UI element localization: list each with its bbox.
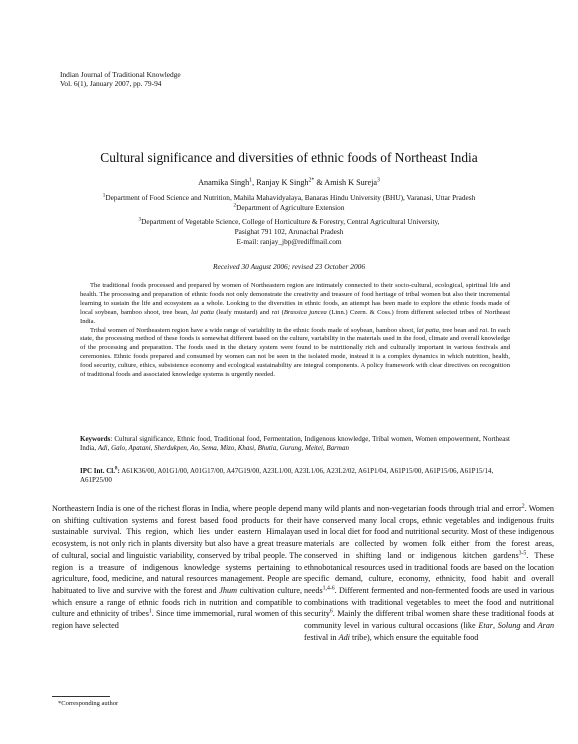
italic-term: Adi — [338, 632, 350, 642]
body-text: . Women have conserved many local crops, ethnic vegetables and indigenous fruits used in local diet for food and nutritional security. Most of these indigenous materials are collected by women folk either from the forest areas, conserved in shifting land or indigenous kitchen gardens — [304, 504, 554, 560]
body-text: Northeastern India is one of the richest floras in India, where people depend on shifting cultivation systems and forest based food products for their sustainable survival. This region, which lies under eastern Himalayan ecosystem, is not only rich in plants diversity but also have a great treasure of cultural, social and linguistic variability, conserved by tribal people. The region is a treasure of indigenous knowledge systems pertaining to agriculture, food, medicine, and natural resources management. People are habituated to live and survive with the forest and — [52, 504, 302, 595]
italic-term: rai — [271, 308, 280, 316]
affiliation-3-line1: Department of Vegetable Science, College of Horticulture & Forestry, Central Agricultural University, — [141, 217, 440, 226]
citation-sup: 3-5 — [518, 550, 527, 557]
affiliation-3-line2: Pasighat 791 102, Arunachal Pradesh — [234, 227, 344, 236]
body-text: , — [492, 621, 495, 631]
abstract-text: (leafy mustard) and — [216, 308, 270, 316]
author-2: Ranjay K Singh — [256, 178, 309, 187]
ipc-label-text: IPC Int. Cl. — [80, 467, 116, 475]
journal-header — [60, 70, 181, 88]
abstract — [80, 282, 510, 380]
italic-term: Brassica juncea — [283, 308, 327, 316]
italic-term: lai patta — [191, 308, 214, 316]
received-dates: Received 30 August 2006; revised 23 October 2006 — [212, 262, 366, 271]
body-text: . Mainly the different tribal women share these traditional foods at community level in various cultural occasions (like — [304, 609, 554, 631]
ipc-label — [80, 467, 120, 475]
abstract-text: (Linn.) Czern. & Coss.) from different selected tribes of Northeast India. — [80, 308, 511, 325]
body-text: and — [523, 621, 535, 631]
abstract-text: ( — [281, 308, 284, 316]
keywords-label: Keywords — [80, 435, 111, 443]
author-3: & Amish K Sureja — [316, 178, 378, 187]
italic-term: Solung — [497, 621, 521, 631]
abstract-text: , tree bean and — [438, 326, 478, 334]
affiliations — [0, 193, 578, 247]
journal-name: Indian Journal of Traditional Knowledge — [60, 70, 181, 79]
journal-volume: Vol. 6(1), January 2007, pp. 79-94 — [60, 79, 162, 88]
affiliation-3-num: 3 — [138, 216, 142, 223]
citation-sup: 1,4-6 — [322, 585, 335, 592]
ipc-codes: A61K36/00, A01G1/00, A01G17/00, A47G19/00, A23L1/00, A23L1/06, A23L2/02, A61P1/04, A61P15/00, A61P15/06, A61P15/14, A61P25/00 — [80, 467, 494, 484]
body-column-right — [304, 503, 554, 643]
citation-sup: 2 — [521, 503, 525, 510]
body-text: cultivation culture, which ensure a range of ethnic foods rich in nutrition and compatible to culture and ethnicity of tribes — [52, 585, 303, 619]
author-3-sup: 3 — [377, 177, 380, 184]
body-text: . These ethnobotanical resources used in traditional foods are based on the location specific demand, culture, economy, ethnicity, food habit and overall needs — [304, 550, 554, 595]
affiliation-2-text: Department of Agriculture Extension — [236, 203, 345, 212]
citation-sup: 6 — [329, 608, 333, 615]
italic-term: rai — [479, 326, 488, 334]
author-1-sup: 1 — [249, 177, 253, 184]
ipc-colon: : — [117, 467, 120, 475]
ipc-classification — [80, 467, 510, 485]
footnote-divider — [52, 696, 110, 697]
author-line: Anamika Singh$^1$, Ranjay K Singh$^{2*}$ & Amish K Sureja$^3$ — [198, 177, 380, 187]
italic-term: Jhum — [219, 585, 237, 595]
italic-term: Etar — [478, 621, 493, 631]
keywords-tribes: Adi, Galo, Apatani, Sherdukpen, Ao, Sema, Mizo, Khasi, Bhutia, Gurung, Meitei, Barman — [97, 444, 349, 452]
author-2-sup: 2* — [308, 177, 315, 184]
abstract-text: Tribal women of Northeastern region have a wide range of variability in the ethnic foods made of soybean, bamboo shoot, — [90, 326, 415, 334]
footnote: *Corresponding author — [58, 700, 119, 707]
affiliation-2 — [0, 203, 578, 213]
affiliation-2-num: 2 — [233, 202, 237, 209]
body-text: . Different fermented and non-fermented foods are used in various combinations with traditional vegetables to meet the food and nutritional security — [304, 585, 554, 619]
affiliation-3 — [0, 217, 578, 227]
email-line[interactable]: E-mail: ranjay_jbp@rediffmail.com — [236, 237, 342, 246]
body-text: tribe), which ensure the equitable food — [351, 632, 479, 642]
body-text: many wild plants and non-vegetarian foods through trial and error — [304, 504, 522, 513]
ipc-label-sup: 8 — [115, 466, 118, 472]
body-text: . Since time immemorial, rural women of this region have selected — [52, 609, 303, 631]
abstract-paragraph-2 — [80, 327, 510, 380]
affiliation-1-text: Department of Food Science and Nutrition, Mahila Mahavidyalaya, Banaras Hindu University (BHU), Varanasi, Uttar Pradesh — [105, 193, 476, 202]
body-text: festival in — [304, 632, 337, 642]
article-title: Cultural significance and diversities of ethnic foods of Northeast India — [100, 150, 478, 165]
abstract-text: The traditional foods processed and prepared by women of Northeastern region are intimately connected to their socio-cultural, ecological, spiritual life and health. The processing and preparation of ethnic foods not only demonstrate the creativity and treasure of food heritage of tribal women but also their incremental learning to sustain the life and ecosystem as a whole. Looking to the diversities in ethnic foods, an attempt has been made to explore the ethnic foods made of local soybean, bamboo shoot, tree bean, — [80, 282, 510, 316]
italic-term: Aran — [537, 621, 555, 631]
citation-sup: 1 — [148, 608, 152, 615]
affiliation-1 — [0, 193, 578, 203]
body-column-left — [52, 503, 302, 632]
italic-term: lai patta — [416, 326, 439, 334]
affiliation-1-num: 1 — [102, 192, 106, 199]
keywords — [80, 435, 510, 453]
abstract-text: . In each state, the processing method of these foods is somewhat different based on the culture, variability in the materials used in the food, climate and overall knowledge of the processing and preparation. The foods used in the dietary system were found to be nutritionally rich and culturally important in various festivals and ceremonies. Ethnic foods prepared and consumed by women can not be seen in the isolated mode, instead it is a complex dynamics in which nutrition, health, food security, culture, ethics, subsistence economy and ecological sustainability are integral components. A policy framework with clear directives on recognition of traditional foods and associated knowledge systems is urgently needed. — [80, 326, 511, 379]
abstract-paragraph-1 — [80, 282, 510, 327]
author-1: Anamika Singh — [198, 178, 250, 187]
keywords-text: : Cultural significance, Ethnic food, Traditional food, Fermentation, Indigenous knowledge, Tribal women, Women empowerment, Northeast India, — [80, 435, 510, 452]
